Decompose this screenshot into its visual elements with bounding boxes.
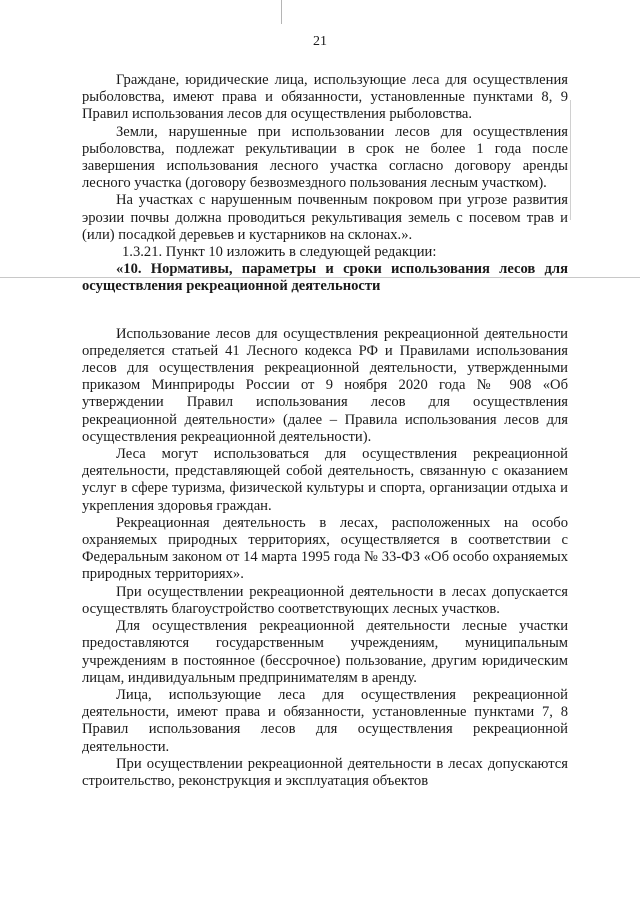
scan-artifact xyxy=(281,0,282,24)
paragraph: На участках с нарушенным почвенным покровом при угрозе развития эрозии почвы должна проводиться рекультивация земель с посевом трав и (или) посадкой деревьев и кустарников на склонах.». xyxy=(82,192,568,243)
section-heading: «10. Нормативы, параметры и сроки использования лесов для осуществления рекреационной деятельности xyxy=(82,261,568,295)
scan-artifact xyxy=(570,100,571,220)
paragraph: Земли, нарушенные при использовании лесов для осуществления рыболовства, подлежат рекультивации в срок не более 1 года после завершения использования лесного участка согласно договору аренды лесного участка (договору безвозмездного пользования лесным участком). xyxy=(82,123,568,192)
paragraph: Лица, использующие леса для осуществления рекреационной деятельности, имеют права и обязанности, установленные пунктами 7, 8 Правил использования лесов для осуществления рекреационной деятельности. xyxy=(82,686,568,755)
paragraph: Граждане, юридические лица, использующие леса для осуществления рыболовства, имеют права и обязанности, установленные пунктами 8, 9 Правил использования лесов для осуществления рыболовства. xyxy=(82,72,568,123)
paragraph: Использование лесов для осуществления рекреационной деятельности определяется статьей 41 Лесного кодекса РФ и Правилами использования лесов для осуществления рекреационной деятельности, утвержденными приказом Минприроды России от 9 ноября 2020 года № 908 «Об утверждении Правил использования лесов для осуществления рекреационной деятельности» (далее – Правила использования лесов для осуществления рекреационной деятельности). xyxy=(82,325,568,445)
paragraph: Леса могут использоваться для осуществления рекреационной деятельности, представляющей собой деятельность, связанную с оказанием услуг в сфере туризма, физической культуры и спорта, организации отдыха и укрепления здоровья граждан. xyxy=(82,446,568,514)
paragraph: Рекреационная деятельность в лесах, расположенных на особо охраняемых природных территориях, осуществляется в соответствии с Федеральным законом от 14 марта 1995 года № 33-ФЗ «Об особо охраняемых природных территориях». xyxy=(82,514,568,583)
scan-artifact xyxy=(0,277,640,278)
paragraph: Для осуществления рекреационной деятельности лесные участки предоставляются государственным учреждениям, муниципальным учреждениям в постоянное (бессрочное) пользование, другим юридическим лицам, индивидуальным предпринимателям в аренду. xyxy=(82,618,568,686)
paragraph: При осуществлении рекреационной деятельности в лесах допускаются строительство, реконструкция и эксплуатация объектов xyxy=(82,755,568,789)
paragraph: 1.3.21. Пункт 10 изложить в следующей редакции: xyxy=(122,244,437,261)
page-number: 21 xyxy=(313,34,327,49)
document-body xyxy=(82,72,568,790)
paragraph: При осуществлении рекреационной деятельности в лесах допускается осуществлять благоустройство соответствующих лесных участков. xyxy=(82,583,568,617)
spacer xyxy=(82,296,568,326)
